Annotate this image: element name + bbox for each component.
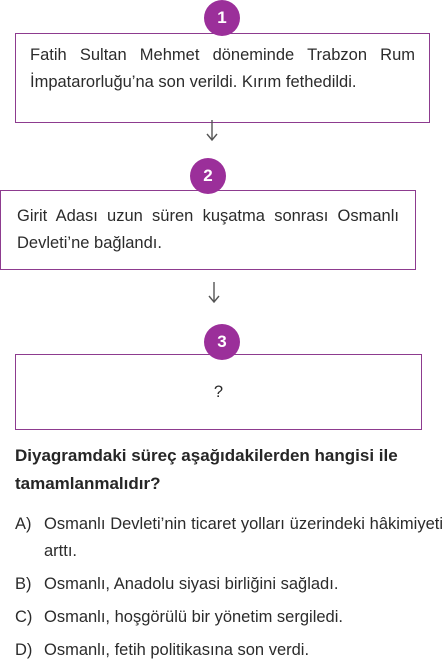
option-text: Osmanlı, hoşgörülü bir yönetim sergiledi. (44, 608, 343, 626)
option-a[interactable] (15, 511, 443, 565)
step-1-number-badge: 1 (204, 0, 240, 36)
step-1-text: Fatih Sultan Mehmet döneminde Trabzon Rum İmpatarorluğu’na son verildi. Kırım fethedildi. (30, 46, 415, 91)
arrow-down-icon (208, 282, 220, 304)
step-2-number-badge: 2 (190, 158, 226, 194)
step-1-box (15, 33, 430, 123)
option-d[interactable] (15, 637, 443, 664)
option-letter: A) (15, 515, 32, 533)
step-3-text: ? (213, 383, 224, 401)
question-text: Diyagramdaki süreç aşağıdakilerden hangisi ile tamamlanmalıdır? (15, 446, 398, 493)
option-letter: B) (15, 575, 32, 593)
option-c[interactable] (15, 604, 443, 631)
option-letter: C) (15, 608, 33, 626)
option-text: Osmanlı, Anadolu siyasi birliğini sağladı. (44, 575, 339, 593)
step-3-box (15, 354, 422, 430)
option-text: Osmanlı Devleti’nin ticaret yolları üzerindeki hâkimiyeti arttı. (44, 515, 443, 560)
option-text: Osmanlı, fetih politikasına son verdi. (44, 641, 310, 659)
step-2-box (0, 190, 416, 270)
step-2-text: Girit Adası uzun süren kuşatma sonrası Osmanlı Devleti’ne bağlandı. (17, 207, 399, 252)
option-letter: D) (15, 641, 33, 659)
step-3-number-badge: 3 (204, 324, 240, 360)
option-b[interactable] (15, 571, 443, 598)
arrow-down-icon (206, 120, 218, 142)
